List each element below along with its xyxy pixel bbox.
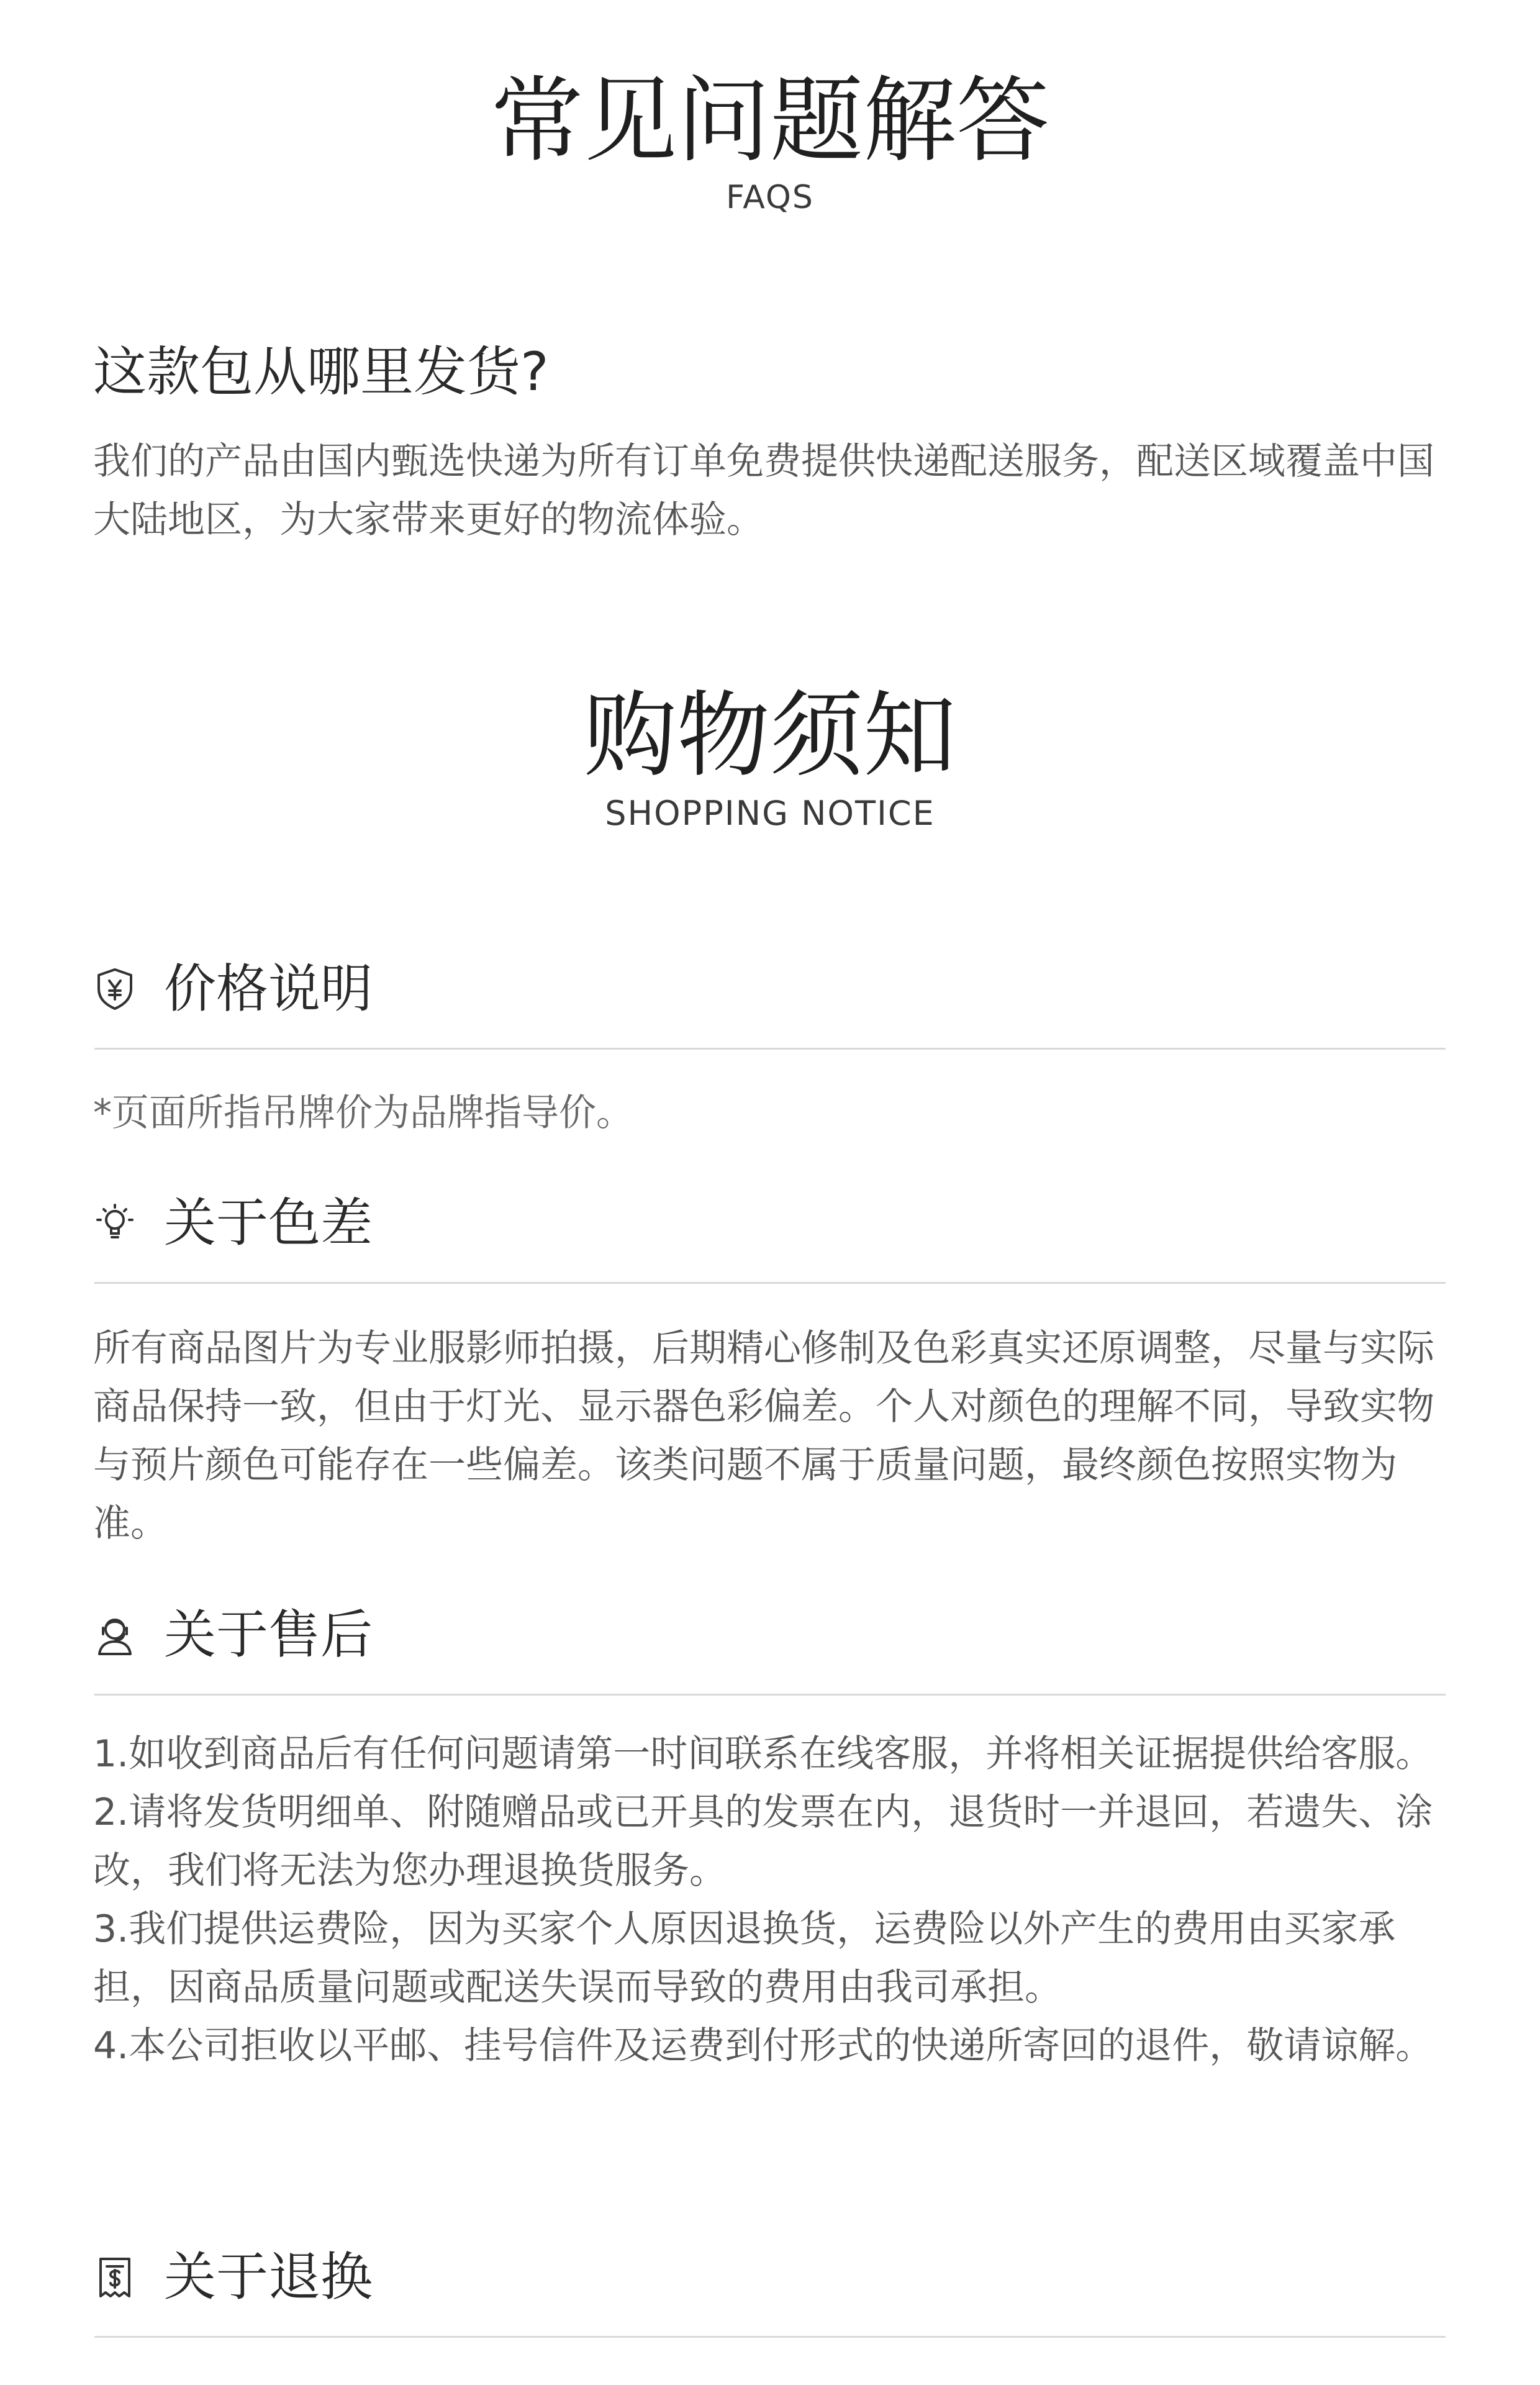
aftersale-section-title: 关于售后 [164, 1604, 373, 1665]
list-item: 1.如收到商品后有任何问题请第一时间联系在线客服，并将相关证据提供给客服。 [93, 1732, 1433, 1776]
price-section-title: 价格说明 [164, 958, 373, 1019]
color-section-header [92, 1189, 1452, 1257]
notice-subtitle: SHOPPING NOTICE [605, 794, 935, 833]
aftersale-section-header [92, 1601, 1452, 1669]
receipt-icon [92, 2254, 138, 2300]
exchange-section-divider [94, 2336, 1446, 2338]
customer-service-icon [92, 1612, 138, 1658]
exchange-section-title: 关于退换 [164, 2246, 373, 2307]
list-item: 2.请将发货明细单、附随赠品或已开具的发票在内，退货时一并退回，若遗失、涂改，我们将无法为您办理退换货服务。 [93, 1791, 1433, 1892]
faqs-subtitle: FAQS [726, 179, 814, 216]
notice-title: 购物须知 [583, 682, 956, 790]
color-text: 所有商品图片为专业服影师拍摄，后期精心修制及色彩真实还原调整，尽量与实际商品保持一致，但由于灯光、显示器色彩偏差。个人对颜色的理解不同，导致实物与预片颜色可能存在一些偏差。该类问题不属于质量问题，最终颜色按照实物为准。 [93, 1327, 1434, 1545]
lightbulb-icon [92, 1200, 138, 1246]
price-section-divider [94, 1048, 1446, 1050]
faq-answer: 我们的产品由国内甄选快递为所有订单免费提供快递配送服务，配送区域覆盖中国大陆地区，为大家带来更好的物流体验。 [93, 440, 1434, 542]
price-section-header [92, 955, 1452, 1023]
shield-yen-icon [92, 966, 138, 1012]
price-note: *页面所指吊牌价为品牌指导价。 [93, 1091, 633, 1135]
color-section-divider [94, 1282, 1446, 1284]
color-section-title: 关于色差 [164, 1192, 373, 1253]
faq-question: 这款包从哪里发货? [93, 341, 549, 403]
exchange-section-header [92, 2243, 1452, 2311]
aftersale-list [93, 1725, 1450, 2075]
aftersale-section-divider [94, 1694, 1446, 1696]
list-item: 4.本公司拒收以平邮、挂号信件及运费到付形式的快递所寄回的退件，敬请谅解。 [93, 2024, 1433, 2068]
faqs-title: 常见问题解答 [490, 67, 1049, 175]
list-item: 3.我们提供运费险，因为买家个人原因退换货，运费险以外产生的费用由买家承担，因商品质量问题或配送失误而导致的费用由我司承担。 [93, 1907, 1396, 2009]
